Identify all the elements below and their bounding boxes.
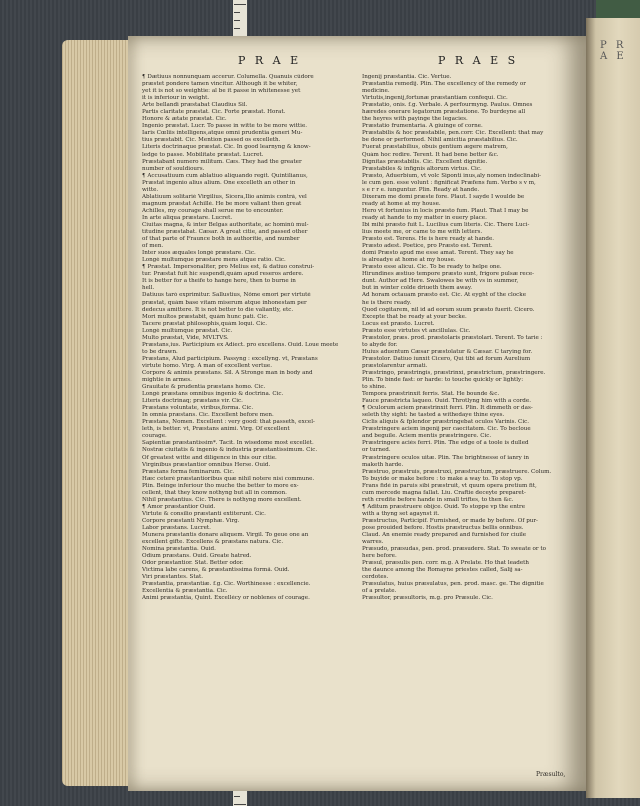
text-line: Ibi mihi præsto fuit L. Lucilius cum literis. Cic. There Luci-	[362, 221, 530, 228]
text-line: Dixeram me domi præste fore. Plaut. I sayde I woulde be	[362, 193, 525, 200]
text-line: of men.	[142, 243, 164, 250]
text-line: Præstatio, onis. f.g. Verbale. A perfourmyng. Paulus. Omnes	[362, 102, 533, 109]
text-line: Præstringere aciés ferri. Plin. The edge of a toole is dulled	[362, 440, 529, 447]
text-line: here before.	[362, 553, 397, 560]
text-line: s e r r e. iunguntur. Plin. Ready at hande.	[362, 186, 480, 193]
text-line: Labor præstans. Lucret.	[142, 525, 211, 531]
text-line: Plin. Beinge inferiour tho muche the better to more ex-	[142, 482, 299, 489]
text-line: virtute homo. Virg. A man of excellent vertue.	[142, 362, 273, 369]
ruler-tick	[234, 28, 240, 29]
text-line: Ablatiuum solitariè Virgilius, Sicera,Ilio animis contrà, vel	[142, 193, 307, 200]
text-line: Tacere præstat philosophis,quàm loqui. Cic.	[142, 320, 268, 327]
text-line: Quod cogitarem, nil id ad eorum suum præsto fuerit. Cicero.	[362, 306, 535, 313]
text-line: Præsudo, præsudas, pen. prod. præsudere. Stat. To sweate or to	[362, 546, 546, 553]
text-line: ready at hande to my matter in euery place.	[362, 214, 487, 221]
text-line: Longè præstans omnibus ingenio & doctrina. Cic.	[142, 391, 284, 398]
text-line: Præsto, Aduerbium, vt volc Siponti inus,aly nomen indeclinabi-	[362, 172, 542, 179]
text-line: Præstolor, præs. prod. præstolaris præstolari. Terent. To tarie :	[362, 334, 543, 341]
facing-page-edge	[586, 18, 640, 798]
running-header-right: P R A E S	[438, 54, 519, 67]
catchword: Præsulto,	[536, 771, 566, 778]
text-line: Excellentia & præstantia. Cic.	[142, 588, 228, 595]
text-line: Nostræ ciuitatis & ingenio & industria præstantissimum. Cic.	[142, 447, 318, 454]
text-line: Virginibus præstantior omnibus Herse. Ouid.	[142, 461, 271, 468]
text-line: the daunce among the Romayne priestes called, Salij sa-	[362, 567, 523, 574]
text-line: Præstans,ius. Participium ex Adiect. pro excellens. Ouid. Loue meete	[142, 341, 339, 348]
text-line: domi Præsto apud me esse amat. Terent. They say he	[362, 250, 514, 257]
text-line: Frans fidé in paruis sibi præstruit, vt quum opera pretium fit,	[362, 482, 537, 489]
text-line: Animi præstantia, Quint. Excellécy or noblenes of courage.	[142, 595, 310, 602]
text-line: Ciclis aliquis & fplendor præstringebat oculos Varinis. Cic.	[362, 419, 530, 426]
text-line: Dignitas præstabilis. Cic. Excellent dignitie.	[362, 158, 488, 165]
text-line: præstolarentur armati.	[362, 362, 428, 369]
text-line: Quàm hoc redire. Terent. It had bene better &c.	[362, 151, 499, 158]
text-line: Grauitate & prudentia præstans homo. Cic.	[142, 384, 266, 391]
text-line: ¶ Aditum præstruere obijce. Ouid. To stoppe vp the entre	[362, 503, 526, 510]
text-line: but in winter colde driueth them away.	[362, 285, 473, 292]
text-line: ¶ Accusatiuum cum ablatiuo aliquando regit. Quintilianus,	[142, 172, 308, 179]
text-line: courage.	[142, 433, 167, 440]
text-line: hell.	[142, 285, 155, 292]
text-line: Præsultor, præsultoris, m.g. pro Præsule. Cic.	[362, 595, 493, 602]
text-line: Mori multos præstabit, quàm hunc pati. Cic.	[142, 313, 269, 320]
text-line: Longè multùmque præstat. Cic.	[142, 327, 233, 334]
text-line: præstat, quàm base vitam miserum atque inhonestam per	[142, 299, 307, 306]
text-line: præstet pondere tamen vincitur. Although it be whiter,	[142, 81, 298, 88]
text-line: Ingenio præstat. Lucr. To passe in witte to be more wittie.	[142, 123, 308, 130]
text-line: cellent, that they know nothyng but all in common.	[142, 489, 287, 496]
text-line: Plin. To binde fast: or harde: to touche quickly or lightly:	[362, 377, 524, 384]
right-column	[362, 74, 576, 603]
text-line: to shine.	[362, 384, 387, 391]
text-line: Præsto esse virtutes vt ancillulas. Cic.	[362, 327, 471, 334]
text-line: ¶ Oculorum aciem præstrinxit ferri. Plin. It dimmeth or das-	[362, 405, 533, 412]
text-line: Ad horam octauam præsto est. Cic. At eyght of the clocke	[362, 292, 527, 299]
text-line: Iaris Cœliis intelligens,atque omni prudentia generi Mu-	[142, 130, 303, 137]
text-line: tius præstabit. Cic. Mention passed os excelleth.	[142, 137, 281, 144]
text-line: In omnia præstans. Cic. Excellent before men.	[142, 412, 274, 419]
text-line: Præstans, Alud participium. Passyng : excellyng. vt, Præstans	[142, 355, 318, 362]
text-line: Locus est præsto. Lucret.	[362, 320, 435, 327]
ruler-tick	[234, 20, 240, 21]
text-line: he is there ready.	[362, 299, 412, 306]
text-line: to be drawn.	[142, 348, 178, 355]
text-line: Virtute & consilio præstanti extiterunt. Cic.	[142, 510, 266, 517]
text-line: and beguile. Aciem mentis præstringere. Cic.	[362, 433, 492, 440]
text-line: Præsto esse alicui. Cic. To be ready to helpe one.	[362, 264, 502, 271]
text-line: Huius aduentum Cæsar præstolatur & Cæsar. C tarying for.	[362, 348, 533, 355]
text-line: Præstringere oculos uitæ. Plin. The brightnesse of ianry in	[362, 454, 529, 461]
text-line: cum mercede magna fallat. Liu. Craftie deceyte preparet-	[362, 489, 526, 496]
text-line: Ingenij præstantia. Cic. Vertue.	[362, 74, 452, 80]
text-line: In arte aliqua præstare. Lucret.	[142, 214, 233, 221]
text-line: Achilles, my courage shall serue me to encounter.	[142, 207, 284, 214]
text-line: Virtutis,ingenij,fortunæ præstantiam confequi. Cic.	[362, 95, 508, 102]
ruler-tick	[234, 804, 246, 805]
text-line: Honore & ætate præstat. Cic.	[142, 116, 227, 123]
text-line: ¶ Dætiuus nonnunquam accerur. Columella. Quanuis cũdore	[142, 74, 314, 80]
text-line: with a thyng set agaynst it.	[362, 510, 440, 517]
text-line: Munera præstantis donare aliquem. Virgil. To geue one an	[142, 532, 309, 539]
text-line: of a prelate.	[362, 588, 397, 595]
text-line: leth, is better. vt, Præstans animi. Virg. Of excellent	[142, 426, 290, 433]
text-line: witte.	[142, 186, 159, 193]
text-line: tur. Præstat fuit hic suspendi,quàm apud reseros ardere.	[142, 271, 304, 278]
text-line: Tempora præstrinxit ferris. Stat. He bounde &c.	[362, 391, 500, 398]
text-line: Nomina præstantia. Ouid.	[142, 546, 216, 553]
text-line: dedecus amittere. It is not better to die valiantly, etc.	[142, 306, 294, 313]
text-line: warres.	[362, 539, 384, 546]
text-line: Fauce præstricta laqueo. Ouid. Throtlyng him with a corde.	[362, 398, 531, 405]
running-header	[128, 54, 588, 68]
text-line: Sapientiæ præstantissim*. Tacit. In wisedome most excellét.	[142, 440, 314, 447]
text-line: Viri præstantes. Stat.	[142, 574, 203, 581]
text-line: Victima labe carens, & præstantissima formã. Ouid.	[142, 567, 290, 574]
text-line: Præstructus, Participif. Furnished, or made by before. Of pur-	[362, 517, 538, 524]
text-line: lius meete me, or came to me with letters.	[362, 229, 483, 236]
text-line: medicine.	[362, 88, 390, 95]
text-line: Præstabant numero militum. Cæs. They had the greater	[142, 158, 302, 165]
text-line: Longè multumque præstare mens atque ratio. Cic.	[142, 257, 286, 264]
text-line: Præstringo, præstringis, præstrinxi, præstrictum, præstringere.	[362, 369, 546, 376]
text-line: or turned.	[362, 447, 391, 454]
text-line: cerdotes.	[362, 574, 389, 581]
text-line: the heyres with payinge the legacies.	[362, 116, 468, 123]
text-line: To buyide or make before : to make a way to. To stop vp.	[362, 475, 523, 482]
text-line: ready at home at my house.	[362, 200, 441, 207]
text-line: Ciuitas magna, & inter Belgas authoritate, ac hominũ mul-	[142, 221, 309, 228]
text-line: it is inferiour in weight.	[142, 95, 210, 102]
text-line: ledge to passe. Mobilitate præstat. Lucret.	[142, 151, 264, 158]
text-line: be done or performed. Nihil amicitia præstabilius. Cic.	[362, 137, 518, 144]
text-line: Præstantia, præstantiæ. f.g. Cic. Worthinesse : excellencie.	[142, 581, 311, 588]
text-line: Præstat ingenio alius alium. One excelleth an other in	[142, 179, 296, 186]
text-line: Arte bellandi præstabat Claudius Sil.	[142, 102, 248, 109]
text-line: Partis claritate præstat. Cic. Forte præstat. Horat.	[142, 109, 286, 116]
text-line: Præsto adest. Poetice, pro Præsto est. Terent.	[362, 243, 493, 250]
text-line: maketh harde.	[362, 461, 404, 468]
text-line: Corpore & animis præstans. Sil. A Stronge man in body and	[142, 369, 313, 376]
text-line: Præstantia remedij. Plin. The excellency of the remedy or	[362, 81, 526, 88]
ruler-tick	[234, 12, 240, 13]
text-line: le cum gen. esse volunt : fignificat Præfens fum. Verbo s v m,	[362, 179, 536, 186]
text-line: mightie in armes.	[142, 377, 192, 384]
text-line: Literis doctrinaque præstat. Cic. In good learnyng & know-	[142, 144, 311, 151]
text-line: Excepte that be ready at your becke.	[362, 313, 467, 320]
text-line: Hero vt fortunius in locis præsto fum. Plaut. That I may be	[362, 207, 529, 214]
text-line: Claud. An enemie ready prepared and furnished for ciuile	[362, 532, 527, 539]
text-line: hæredes onerare legatorum præstatione. To burdeyne all	[362, 109, 526, 116]
text-line: Præsto est. Terens. He is here ready at hande.	[362, 236, 495, 243]
text-line: Præsulatus, huius præsulatus, pen. prod. masc. ge. The dignitie	[362, 581, 544, 588]
text-line: Nihil præstantius. Cic. There is nothyng more excellent.	[142, 496, 302, 503]
text-line: Corpore præstanti Nymphæ. Virg.	[142, 517, 240, 524]
text-line: number of souldiours.	[142, 165, 205, 172]
text-line: titudine præstabat. Cæsar. A great citie, and passed other	[142, 229, 308, 236]
text-line: Literis doctrinaq; præstans vir. Cic.	[142, 398, 243, 405]
text-line: Inter suos æquales longè præstare. Cic.	[142, 250, 256, 257]
text-line: Præsul, præsulis pen. corr. m.g. A Prelate. Ho that leadeth	[362, 560, 530, 567]
text-line: to abyde for.	[362, 341, 398, 348]
ruler-tick	[234, 796, 240, 797]
text-line: excellent gifte. Excellens & præstans natura. Cic.	[142, 539, 284, 546]
text-line: Præstruo, præstruis, præstruxi, præstructum, præstruere. Colum.	[362, 468, 552, 475]
text-line: It is better for a theife to hange here, then to burne in	[142, 278, 296, 285]
text-line: ¶ Amor præstantior Ouid.	[142, 503, 216, 510]
text-line: yet it is not so weightie: al be it passe in whitenesse yet	[142, 88, 301, 95]
text-line: is alreadye at home at my house.	[362, 257, 456, 264]
text-line: Præstringere aciem ingenij per caecitatem. Cic. To becloue	[362, 426, 531, 433]
text-line: Præstans voluntate, viribus,forma. Cic.	[142, 405, 254, 412]
text-line: pose prouided before. Hostis præstructus bellis onnibus.	[362, 525, 524, 531]
text-line: Datiuus tarò exprimitur. Sallustius, Nõme emori per virtuté	[142, 292, 311, 299]
text-line: Odium præstans. Ouid. Greate hatred.	[142, 553, 252, 560]
text-line: Præstabilis & hoc præstabile, pen.corr. Cic. Excellent: that may	[362, 130, 544, 137]
text-line: Fuerat præstabilius, obuis gentium ægere matrem,	[362, 144, 508, 151]
text-line: seleth thy sight: he tasted a withedaye thine eyes.	[362, 412, 505, 419]
text-line: Of greatest witte and diligence in this our citie.	[142, 454, 277, 461]
page-edges	[62, 40, 132, 786]
text-line: Præstolor. Datiuo iunxit Cicero, Qui tibi ad forum Aurelium	[362, 355, 531, 362]
facing-page-header: P R A E	[600, 40, 627, 62]
text-line: Hæc ceterè præstantioribus quæ nihil notere nisi commune.	[142, 475, 315, 482]
left-column	[142, 74, 360, 603]
running-header-left: P R A E	[238, 54, 302, 67]
text-line: reth credite before hande in small triftes, to then &c.	[362, 496, 514, 503]
text-line: Odor præstantior. Stat. Better odor.	[142, 560, 244, 567]
text-line: Multo præstat, Vide, MVLTVS.	[142, 334, 229, 341]
text-line: dunt. Author ad Here. Swalowes be with vs in summer,	[362, 278, 519, 285]
text-line: Præstabiles & infignis altorum virtus. Cic.	[362, 165, 482, 172]
text-line: Hirundines æstiuo tempore præsto sunt, frigore pulsæ rece-	[362, 271, 535, 278]
text-line: magnum præstat Achillé. He be more valiant then great	[142, 200, 302, 207]
text-line: Præstatio frumentaria. A giuinge of corne.	[362, 123, 483, 130]
text-line: of that parte of Fraunce both in authoritie, and number	[142, 236, 300, 243]
text-line: ¶ Præstat. Impersonaliter, pro Melius est, & datiuo construi-	[142, 264, 315, 271]
text-line: Præstans, Nomen. Excellent : very good: that passeth, excel-	[142, 419, 315, 426]
green-cloth-corner	[596, 0, 640, 20]
ruler-tick	[234, 4, 246, 5]
text-line: Præstans forma feminarum. Cic.	[142, 468, 235, 475]
